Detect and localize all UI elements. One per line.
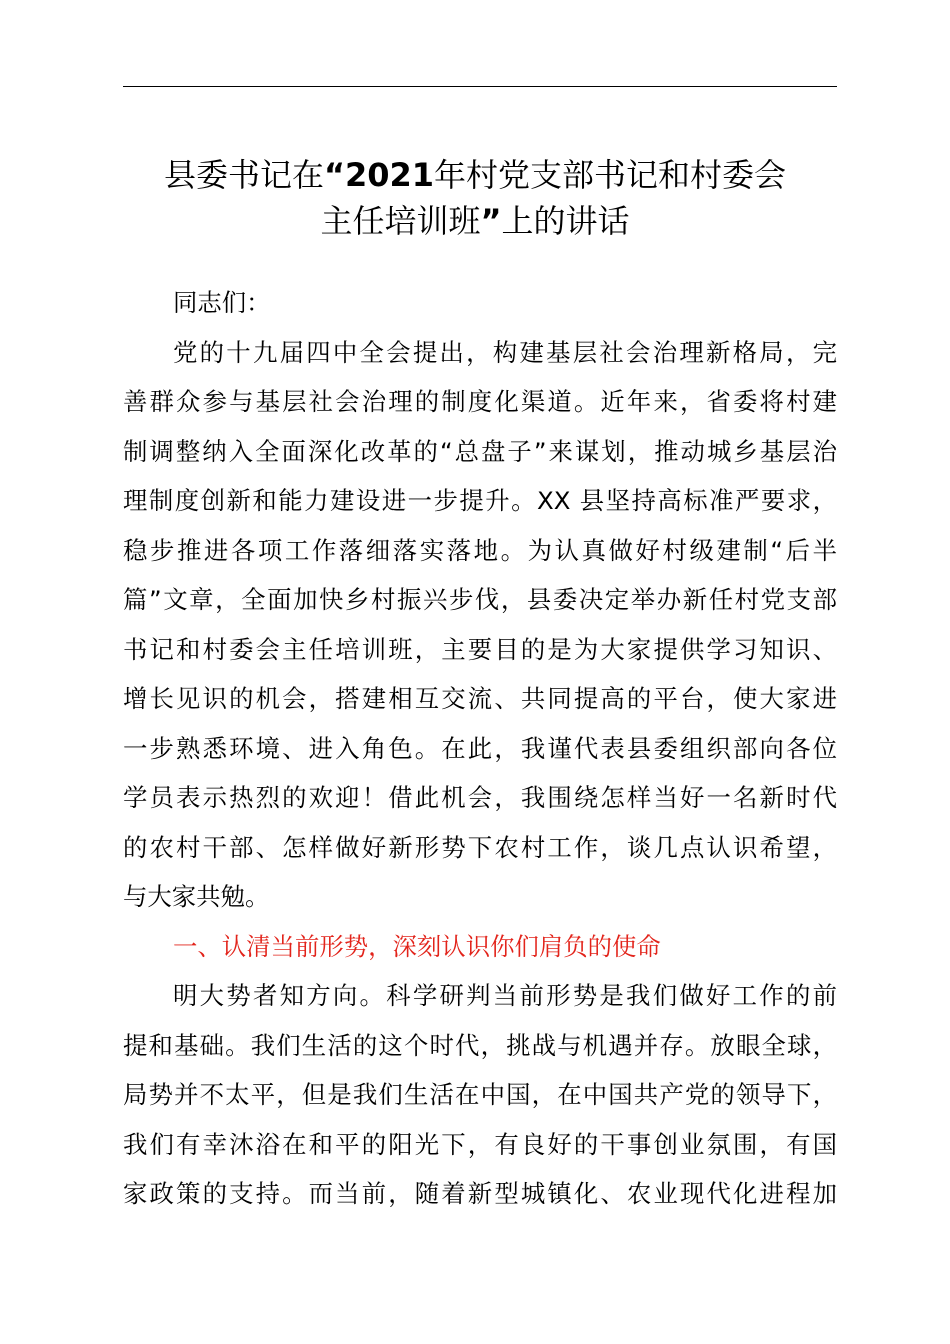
title-line-1-pre: 县委书记在 bbox=[163, 156, 324, 194]
title-line-1 bbox=[100, 152, 850, 198]
paragraph-1-line: 理制度创新和能力建设进一步提升。XX 县坚持高标准严要求， bbox=[123, 486, 837, 515]
title-line-2-bold: ” bbox=[480, 202, 502, 240]
section-heading-text: 一、认清当前形势，深刻认识你们肩负的使命 bbox=[173, 931, 661, 961]
paragraph-1-line: 书记和村委会主任培训班，主要目的是为大家提供学习知识、 bbox=[123, 634, 837, 664]
paragraph-2-line: 明大势者知方向。科学研判当前形势是我们做好工作的前 bbox=[173, 981, 837, 1010]
title-line-2-pre: 主任培训班 bbox=[320, 202, 481, 240]
header-rule bbox=[123, 86, 837, 87]
paragraph-2 bbox=[123, 971, 837, 1219]
salutation bbox=[123, 278, 837, 328]
paragraph-1-line: 稳步推进各项工作落细落实落地。为认真做好村级建制“后半 bbox=[123, 535, 837, 565]
salutation-text: 同志们： bbox=[173, 288, 271, 317]
paragraph-1-line: 学员表示热烈的欢迎！借此机会，我围绕怎样当好一名新时代 bbox=[123, 783, 837, 812]
paragraph-2-line: 局势并不太平，但是我们生活在中国，在中国共产党的领导下， bbox=[123, 1080, 837, 1109]
paragraph-1-line: 党的十九届四中全会提出，构建基层社会治理新格局，完 bbox=[173, 337, 837, 367]
paragraph-2-line: 家政策的支持。而当前，随着新型城镇化、农业现代化进程加 bbox=[123, 1179, 837, 1208]
document-title bbox=[100, 152, 850, 244]
paragraph-1-line: 制调整纳入全面深化改革的“总盘子”来谋划，推动城乡基层治 bbox=[123, 436, 837, 466]
paragraph-1-line: 的农村干部、怎样做好新形势下农村工作，谈几点认识希望， bbox=[123, 832, 837, 862]
title-line-2-post: 上的讲话 bbox=[501, 202, 630, 240]
paragraph-1-line: 增长见识的机会，搭建相互交流、共同提高的平台，使大家进 bbox=[123, 684, 837, 713]
title-line-1-bold: “2021 bbox=[323, 156, 435, 194]
paragraph-1 bbox=[123, 328, 837, 922]
document-body bbox=[123, 278, 837, 1219]
paragraph-1-line: 与大家共勉。 bbox=[123, 882, 270, 911]
title-line-1-post: 年村党支部书记和村委会 bbox=[434, 156, 787, 194]
paragraph-2-line: 提和基础。我们生活的这个时代，挑战与机遇并存。放眼全球， bbox=[123, 1030, 837, 1060]
paragraph-1-line: 一步熟悉环境、进入角色。在此，我谨代表县委组织部向各位 bbox=[123, 733, 837, 763]
paragraph-2-line: 我们有幸沐浴在和平的阳光下，有良好的干事创业氛围，有国 bbox=[123, 1129, 837, 1159]
section-heading-1 bbox=[123, 922, 837, 972]
title-line-2 bbox=[100, 198, 850, 244]
paragraph-1-line: 篇”文章，全面加快乡村振兴步伐，县委决定举办新任村党支部 bbox=[123, 585, 837, 614]
paragraph-1-line: 善群众参与基层社会治理的制度化渠道。近年来，省委将村建 bbox=[123, 387, 837, 416]
